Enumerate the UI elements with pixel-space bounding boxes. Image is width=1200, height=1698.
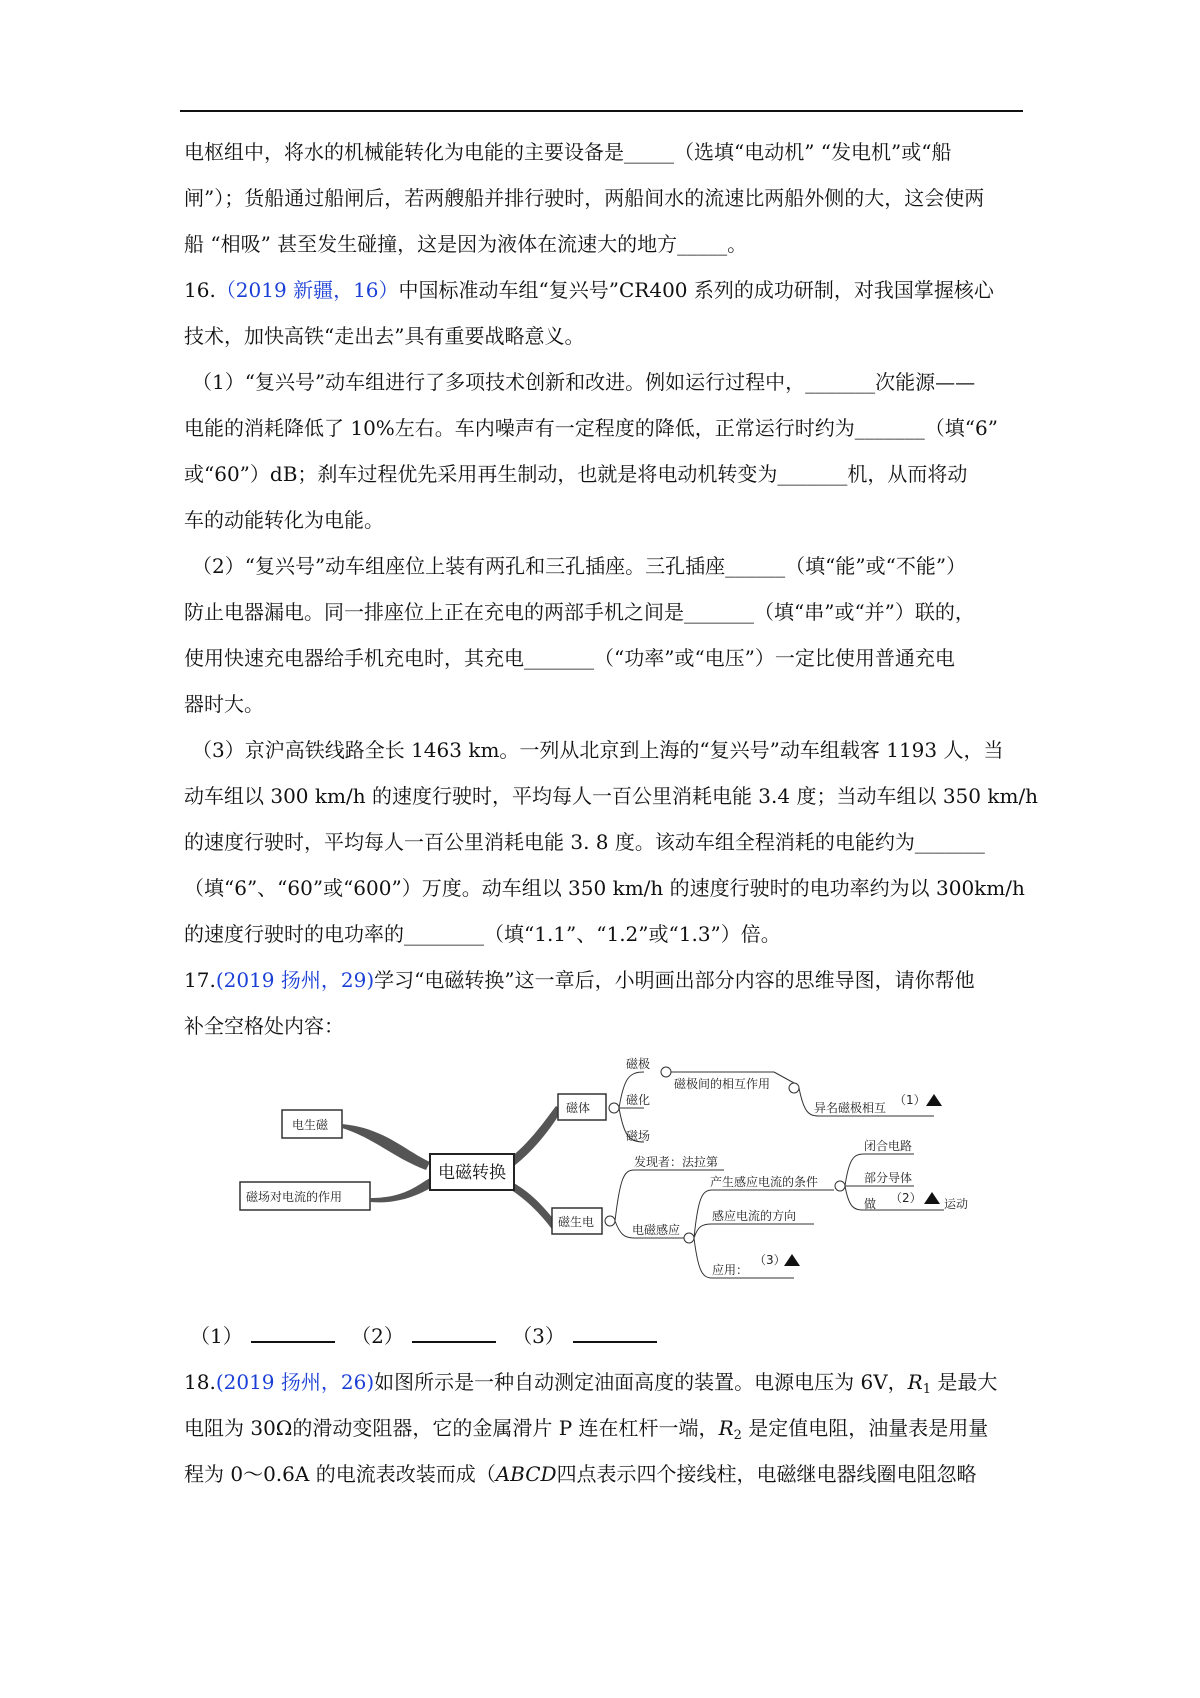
- question-18-line-3: [184, 1460, 1024, 1488]
- text-line: 补全空格处内容：: [184, 1014, 344, 1038]
- text-line: 动车组以 300 km/h 的速度行驶时，平均每人一百公里消耗电能 3.4 度；当动车组以 350 km/h: [184, 784, 1039, 808]
- question-text: 如图所示是一种自动测定油面高度的装置。电源电压为 6V，: [374, 1370, 908, 1394]
- collapse-icon: [684, 1233, 694, 1243]
- mag-gen-elec-label: 磁生电: [558, 1215, 595, 1229]
- discoverer-label: 发现者：法拉第: [634, 1155, 719, 1169]
- magnet-item: 磁化: [626, 1093, 651, 1107]
- blank-3-label: （3）: [512, 1324, 565, 1348]
- question-number: 16.: [184, 278, 216, 302]
- connector-swoosh: [510, 1106, 562, 1166]
- question-source: (2019 扬州，29): [215, 968, 375, 992]
- text-line: 的速度行驶时的电功率的________（填“1.1”、“1.2”或“1.3”）倍。: [184, 922, 781, 946]
- symbol-r1: R: [907, 1370, 923, 1394]
- text-line: 的速度行驶时，平均每人一百公里消耗电能 3. 8 度。该动车组全程消耗的电能约为_______: [184, 830, 985, 854]
- question-source: (2019 扬州，26): [215, 1370, 375, 1394]
- answer-blank-3[interactable]: [573, 1323, 657, 1343]
- text-line: 电枢组中，将水的机械能转化为电能的主要设备是_____（选填“电动机” “发电机”或“船: [184, 140, 952, 164]
- magnet-label: 磁体: [566, 1101, 591, 1115]
- label-left-top: 电生磁: [292, 1118, 329, 1132]
- mind-map-svg: [234, 1057, 969, 1308]
- triangle-icon: [784, 1254, 800, 1266]
- question-17-line-1: [184, 966, 1024, 994]
- text-line: 车的动能转化为电能。: [184, 508, 384, 532]
- blank-2-label: （2）: [351, 1324, 404, 1348]
- collapse-icon: [835, 1181, 845, 1191]
- question-18-line-2: [184, 1414, 1024, 1442]
- magnet-item: 磁场: [626, 1129, 651, 1143]
- opposite-poles-label: 异名磁极相互: [814, 1101, 887, 1115]
- do-label: 做: [864, 1197, 877, 1211]
- question-text: 中国标准动车组“复兴号”CR400 系列的成功研制，对我国掌握核心: [398, 278, 994, 302]
- text-line: （3）京沪高铁线路全长 1463 km。一列从北京到上海的“复兴号”动车组载客 1193 人，当: [192, 738, 1004, 762]
- answer-blanks-row: [190, 1322, 1024, 1350]
- question-text: 电阻为 30Ω的滑动变阻器，它的金属滑片 P 连在杠杆一端，: [184, 1416, 719, 1440]
- question-text: 学习“电磁转换”这一章后，小明画出部分内容的思维导图，请你帮他: [374, 968, 975, 992]
- symbol-r2: R: [718, 1416, 734, 1440]
- collapse-icon: [661, 1067, 671, 1077]
- center-label: 电磁转换: [438, 1163, 506, 1183]
- terminals-abcd: ABCD: [495, 1462, 557, 1486]
- motion-label: 运动: [944, 1197, 969, 1211]
- header-rule: [180, 110, 1023, 112]
- question-number: 18.: [184, 1370, 216, 1394]
- current-direction-label: 感应电流的方向: [712, 1209, 797, 1223]
- answer-blank-1[interactable]: [251, 1323, 335, 1343]
- text-line: 使用快速充电器给手机充电时，其充电_______（“功率”或“电压”）一定比使用普通充电: [184, 646, 955, 670]
- question-number: 17.: [184, 968, 216, 992]
- conditions-label: 产生感应电流的条件: [710, 1175, 819, 1189]
- question-source: （2019 新疆，16）: [215, 278, 399, 302]
- label-left-bottom: 磁场对电流的作用: [246, 1190, 343, 1204]
- connector-swoosh: [342, 1124, 430, 1170]
- part-conductor-label: 部分导体: [864, 1171, 913, 1185]
- blank-label: （2）: [890, 1191, 922, 1205]
- triangle-icon: [926, 1094, 942, 1106]
- blank-label: （1）: [894, 1093, 926, 1107]
- collapse-icon: [605, 1216, 615, 1226]
- question-16-line-1: [184, 276, 1024, 304]
- blank-1-label: （1）: [190, 1324, 243, 1348]
- question-text: 四点表示四个接线柱，电磁继电器线圈电阻忽略: [556, 1462, 977, 1486]
- question-text: 是最大: [937, 1370, 998, 1394]
- blank-label: （3）: [754, 1253, 786, 1267]
- magnet-item: 磁极: [626, 1057, 651, 1071]
- text-line: 技术，加快高铁“走出去”具有重要战略意义。: [184, 324, 585, 348]
- text-line: 防止电器漏电。同一排座位上正在充电的两部手机之间是_______（填“串”或“并”）联的，: [184, 600, 975, 624]
- connector-swoosh: [370, 1178, 434, 1202]
- answer-blank-2[interactable]: [412, 1323, 496, 1343]
- document-body: [184, 138, 1039, 1506]
- pole-interaction-label: 磁极间的相互作用: [674, 1077, 771, 1091]
- text-line: （填“6”、“60”或“600”）万度。动车组以 350 km/h 的速度行驶时的电功率约为以 300km/h: [184, 876, 1025, 900]
- text-line: 或“60”）dB；刹车过程优先采用再生制动，也就是将电动机转变为_______机，从而将动: [184, 462, 968, 486]
- text-line: 电能的消耗降低了 10%左右。车内噪声有一定程度的降低，正常运行时约为_______（填“6”: [184, 416, 998, 440]
- question-text: 程为 0～0.6A 的电流表改装而成（: [184, 1462, 496, 1486]
- question-18-line-1: [184, 1368, 1024, 1396]
- triangle-icon: [924, 1192, 940, 1204]
- collapse-icon: [609, 1103, 619, 1113]
- question-text: 是定值电阻，油量表是用量: [748, 1416, 989, 1440]
- text-line: （1）“复兴号”动车组进行了多项技术创新和改进。例如运行过程中，_______次能源——: [192, 370, 976, 394]
- collapse-icon: [789, 1083, 799, 1093]
- text-line: 船 “相吸” 甚至发生碰撞，这是因为液体在流速大的地方_____。: [184, 232, 748, 256]
- text-line: 器时大。: [184, 692, 264, 716]
- mind-map-figure: [234, 1057, 969, 1308]
- text-line: 闸”）；货船通过船闸后，若两艘船并排行驶时，两船间水的流速比两船外侧的大，这会使两: [184, 186, 985, 210]
- symbol-r2-subscript: 2: [733, 1428, 742, 1443]
- induction-label: 电磁感应: [632, 1223, 681, 1237]
- text-line: （2）“复兴号”动车组座位上装有两孔和三孔插座。三孔插座______（填“能”或“不能”）: [192, 554, 967, 578]
- application-label: 应用：: [712, 1263, 749, 1277]
- closed-circuit-label: 闭合电路: [864, 1139, 913, 1153]
- symbol-r1-subscript: 1: [922, 1382, 931, 1397]
